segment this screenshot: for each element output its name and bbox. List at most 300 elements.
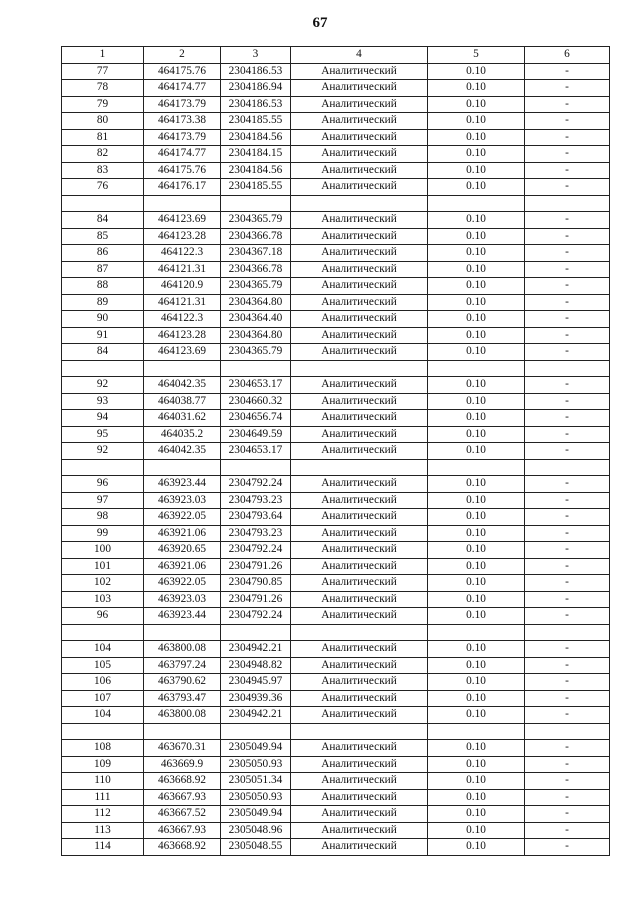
- x-coordinate-cell: 464122.3: [144, 311, 221, 328]
- table-row: [62, 608, 610, 625]
- note-cell: -: [525, 426, 610, 443]
- method-cell: Аналитический: [291, 311, 428, 328]
- point-number-cell: 83: [62, 162, 144, 179]
- x-coordinate-cell: 463667.93: [144, 822, 221, 839]
- x-coordinate-cell: 464175.76: [144, 63, 221, 80]
- method-cell: [291, 723, 428, 740]
- accuracy-cell: 0.10: [428, 80, 525, 97]
- point-number-cell: 104: [62, 641, 144, 658]
- table-row: [62, 377, 610, 394]
- y-coordinate-cell: 2304653.17: [221, 443, 291, 460]
- table-row: [62, 327, 610, 344]
- note-cell: -: [525, 162, 610, 179]
- column-header-2: 2: [144, 47, 221, 64]
- note-cell: -: [525, 212, 610, 229]
- table-row: [62, 80, 610, 97]
- accuracy-cell: 0.10: [428, 525, 525, 542]
- method-cell: Аналитический: [291, 212, 428, 229]
- note-cell: -: [525, 525, 610, 542]
- y-coordinate-cell: 2304186.94: [221, 80, 291, 97]
- note-cell: -: [525, 228, 610, 245]
- accuracy-cell: 0.10: [428, 674, 525, 691]
- table-row: [62, 624, 610, 641]
- page-number: 67: [312, 15, 328, 31]
- method-cell: Аналитический: [291, 261, 428, 278]
- table-row: [62, 822, 610, 839]
- x-coordinate-cell: 463923.03: [144, 492, 221, 509]
- note-cell: -: [525, 707, 610, 724]
- method-cell: Аналитический: [291, 179, 428, 196]
- note-cell: -: [525, 146, 610, 163]
- method-cell: Аналитический: [291, 113, 428, 130]
- accuracy-cell: 0.10: [428, 63, 525, 80]
- method-cell: [291, 624, 428, 641]
- y-coordinate-cell: 2304649.59: [221, 426, 291, 443]
- accuracy-cell: 0.10: [428, 806, 525, 823]
- accuracy-cell: 0.10: [428, 476, 525, 493]
- table-row: [62, 756, 610, 773]
- point-number-cell: 96: [62, 476, 144, 493]
- point-number-cell: 91: [62, 327, 144, 344]
- accuracy-cell: 0.10: [428, 740, 525, 757]
- x-coordinate-cell: 464174.77: [144, 80, 221, 97]
- point-number-cell: 86: [62, 245, 144, 262]
- x-coordinate-cell: 463921.06: [144, 558, 221, 575]
- method-cell: [291, 459, 428, 476]
- y-coordinate-cell: 2305049.94: [221, 806, 291, 823]
- point-number-cell: 79: [62, 96, 144, 113]
- y-coordinate-cell: 2304790.85: [221, 575, 291, 592]
- y-coordinate-cell: 2304793.23: [221, 525, 291, 542]
- y-coordinate-cell: 2304660.32: [221, 393, 291, 410]
- accuracy-cell: 0.10: [428, 278, 525, 295]
- point-number-cell: 89: [62, 294, 144, 311]
- table-row: [62, 278, 610, 295]
- y-coordinate-cell: 2304365.79: [221, 212, 291, 229]
- table-row: [62, 641, 610, 658]
- y-coordinate-cell: [221, 624, 291, 641]
- method-cell: Аналитический: [291, 591, 428, 608]
- y-coordinate-cell: [221, 360, 291, 377]
- y-coordinate-cell: 2304793.23: [221, 492, 291, 509]
- x-coordinate-cell: 464173.79: [144, 129, 221, 146]
- note-cell: -: [525, 789, 610, 806]
- table-row: [62, 690, 610, 707]
- table-row: [62, 459, 610, 476]
- point-number-cell: 94: [62, 410, 144, 427]
- x-coordinate-cell: 463669.9: [144, 756, 221, 773]
- note-cell: -: [525, 393, 610, 410]
- accuracy-cell: 0.10: [428, 558, 525, 575]
- method-cell: Аналитический: [291, 789, 428, 806]
- point-number-cell: 100: [62, 542, 144, 559]
- method-cell: Аналитический: [291, 641, 428, 658]
- x-coordinate-cell: 464123.69: [144, 344, 221, 361]
- method-cell: Аналитический: [291, 393, 428, 410]
- x-coordinate-cell: 463667.52: [144, 806, 221, 823]
- point-number-cell: 110: [62, 773, 144, 790]
- accuracy-cell: 0.10: [428, 162, 525, 179]
- note-cell: -: [525, 591, 610, 608]
- note-cell: [525, 459, 610, 476]
- y-coordinate-cell: [221, 195, 291, 212]
- accuracy-cell: 0.10: [428, 756, 525, 773]
- accuracy-cell: 0.10: [428, 575, 525, 592]
- method-cell: Аналитический: [291, 492, 428, 509]
- point-number-cell: 92: [62, 377, 144, 394]
- accuracy-cell: 0.10: [428, 327, 525, 344]
- table-row: [62, 129, 610, 146]
- method-cell: Аналитический: [291, 228, 428, 245]
- table-row: [62, 525, 610, 542]
- point-number-cell: [62, 195, 144, 212]
- point-number-cell: 81: [62, 129, 144, 146]
- x-coordinate-cell: 463800.08: [144, 707, 221, 724]
- note-cell: -: [525, 608, 610, 625]
- accuracy-cell: 0.10: [428, 344, 525, 361]
- point-number-cell: 92: [62, 443, 144, 460]
- point-number-cell: 90: [62, 311, 144, 328]
- method-cell: Аналитический: [291, 129, 428, 146]
- note-cell: -: [525, 657, 610, 674]
- note-cell: -: [525, 558, 610, 575]
- y-coordinate-cell: 2304364.80: [221, 327, 291, 344]
- method-cell: Аналитический: [291, 80, 428, 97]
- note-cell: -: [525, 509, 610, 526]
- x-coordinate-cell: 463793.47: [144, 690, 221, 707]
- table-row: [62, 228, 610, 245]
- method-cell: Аналитический: [291, 426, 428, 443]
- x-coordinate-cell: 463923.44: [144, 476, 221, 493]
- column-header-4: 4: [291, 47, 428, 64]
- method-cell: Аналитический: [291, 245, 428, 262]
- point-number-cell: 84: [62, 344, 144, 361]
- accuracy-cell: 0.10: [428, 377, 525, 394]
- note-cell: -: [525, 129, 610, 146]
- table-row: [62, 707, 610, 724]
- table-row: [62, 789, 610, 806]
- method-cell: Аналитический: [291, 162, 428, 179]
- y-coordinate-cell: 2304939.36: [221, 690, 291, 707]
- table-row: [62, 740, 610, 757]
- column-header-6: 6: [525, 47, 610, 64]
- x-coordinate-cell: 464121.31: [144, 261, 221, 278]
- x-coordinate-cell: 464120.9: [144, 278, 221, 295]
- note-cell: -: [525, 773, 610, 790]
- method-cell: Аналитический: [291, 756, 428, 773]
- y-coordinate-cell: 2305050.93: [221, 756, 291, 773]
- note-cell: -: [525, 492, 610, 509]
- x-coordinate-cell: [144, 360, 221, 377]
- x-coordinate-cell: 463920.65: [144, 542, 221, 559]
- note-cell: [525, 195, 610, 212]
- x-coordinate-cell: 463797.24: [144, 657, 221, 674]
- x-coordinate-cell: 463668.92: [144, 773, 221, 790]
- method-cell: Аналитический: [291, 575, 428, 592]
- accuracy-cell: 0.10: [428, 509, 525, 526]
- x-coordinate-cell: 463670.31: [144, 740, 221, 757]
- note-cell: -: [525, 641, 610, 658]
- method-cell: Аналитический: [291, 509, 428, 526]
- x-coordinate-cell: [144, 624, 221, 641]
- point-number-cell: 78: [62, 80, 144, 97]
- note-cell: -: [525, 740, 610, 757]
- table-row: [62, 492, 610, 509]
- table-row: [62, 443, 610, 460]
- point-number-cell: 114: [62, 839, 144, 856]
- y-coordinate-cell: 2304791.26: [221, 558, 291, 575]
- y-coordinate-cell: 2304793.64: [221, 509, 291, 526]
- point-number-cell: [62, 459, 144, 476]
- coordinates-table: [61, 46, 610, 856]
- note-cell: -: [525, 294, 610, 311]
- note-cell: -: [525, 311, 610, 328]
- note-cell: -: [525, 476, 610, 493]
- y-coordinate-cell: 2304792.24: [221, 608, 291, 625]
- y-coordinate-cell: 2304653.17: [221, 377, 291, 394]
- method-cell: Аналитический: [291, 344, 428, 361]
- accuracy-cell: 0.10: [428, 146, 525, 163]
- table-row: [62, 261, 610, 278]
- table-row: [62, 839, 610, 856]
- point-number-cell: 101: [62, 558, 144, 575]
- method-cell: Аналитический: [291, 806, 428, 823]
- point-number-cell: 99: [62, 525, 144, 542]
- method-cell: Аналитический: [291, 96, 428, 113]
- accuracy-cell: 0.10: [428, 690, 525, 707]
- table-row: [62, 96, 610, 113]
- y-coordinate-cell: 2304366.78: [221, 261, 291, 278]
- accuracy-cell: 0.10: [428, 426, 525, 443]
- table-row: [62, 476, 610, 493]
- table-row: [62, 773, 610, 790]
- table-row: [62, 410, 610, 427]
- point-number-cell: 97: [62, 492, 144, 509]
- table-row: [62, 591, 610, 608]
- note-cell: -: [525, 63, 610, 80]
- x-coordinate-cell: 464123.69: [144, 212, 221, 229]
- accuracy-cell: 0.10: [428, 591, 525, 608]
- note-cell: -: [525, 245, 610, 262]
- x-coordinate-cell: 463800.08: [144, 641, 221, 658]
- accuracy-cell: 0.10: [428, 294, 525, 311]
- y-coordinate-cell: 2304184.56: [221, 129, 291, 146]
- accuracy-cell: 0.10: [428, 657, 525, 674]
- x-coordinate-cell: 464042.35: [144, 443, 221, 460]
- column-header-1: 1: [62, 47, 144, 64]
- accuracy-cell: 0.10: [428, 113, 525, 130]
- point-number-cell: 103: [62, 591, 144, 608]
- note-cell: -: [525, 113, 610, 130]
- y-coordinate-cell: [221, 459, 291, 476]
- x-coordinate-cell: 464122.3: [144, 245, 221, 262]
- note-cell: -: [525, 443, 610, 460]
- x-coordinate-cell: 464123.28: [144, 327, 221, 344]
- note-cell: -: [525, 344, 610, 361]
- y-coordinate-cell: 2304365.79: [221, 344, 291, 361]
- table-row: [62, 179, 610, 196]
- table-row: [62, 245, 610, 262]
- point-number-cell: 108: [62, 740, 144, 757]
- point-number-cell: 109: [62, 756, 144, 773]
- point-number-cell: 104: [62, 707, 144, 724]
- point-number-cell: 82: [62, 146, 144, 163]
- method-cell: Аналитический: [291, 674, 428, 691]
- y-coordinate-cell: 2305048.96: [221, 822, 291, 839]
- y-coordinate-cell: 2304792.24: [221, 542, 291, 559]
- table-row: [62, 674, 610, 691]
- point-number-cell: 95: [62, 426, 144, 443]
- accuracy-cell: 0.10: [428, 228, 525, 245]
- point-number-cell: 87: [62, 261, 144, 278]
- y-coordinate-cell: [221, 723, 291, 740]
- accuracy-cell: [428, 723, 525, 740]
- accuracy-cell: 0.10: [428, 773, 525, 790]
- accuracy-cell: 0.10: [428, 789, 525, 806]
- table-row: [62, 294, 610, 311]
- note-cell: -: [525, 674, 610, 691]
- accuracy-cell: 0.10: [428, 393, 525, 410]
- x-coordinate-cell: 464123.28: [144, 228, 221, 245]
- note-cell: -: [525, 542, 610, 559]
- method-cell: Аналитический: [291, 707, 428, 724]
- note-cell: -: [525, 806, 610, 823]
- point-number-cell: 96: [62, 608, 144, 625]
- y-coordinate-cell: 2304186.53: [221, 96, 291, 113]
- y-coordinate-cell: 2304945.97: [221, 674, 291, 691]
- point-number-cell: 88: [62, 278, 144, 295]
- note-cell: -: [525, 278, 610, 295]
- accuracy-cell: [428, 195, 525, 212]
- point-number-cell: [62, 360, 144, 377]
- table-row: [62, 393, 610, 410]
- y-coordinate-cell: 2304184.56: [221, 162, 291, 179]
- point-number-cell: 98: [62, 509, 144, 526]
- table-row: [62, 509, 610, 526]
- note-cell: -: [525, 839, 610, 856]
- accuracy-cell: 0.10: [428, 608, 525, 625]
- method-cell: Аналитический: [291, 63, 428, 80]
- x-coordinate-cell: 463790.62: [144, 674, 221, 691]
- method-cell: Аналитический: [291, 443, 428, 460]
- note-cell: -: [525, 377, 610, 394]
- method-cell: Аналитический: [291, 476, 428, 493]
- note-cell: -: [525, 179, 610, 196]
- accuracy-cell: 0.10: [428, 492, 525, 509]
- note-cell: -: [525, 327, 610, 344]
- point-number-cell: 106: [62, 674, 144, 691]
- accuracy-cell: 0.10: [428, 410, 525, 427]
- y-coordinate-cell: 2304186.53: [221, 63, 291, 80]
- table-row: [62, 723, 610, 740]
- table-row: [62, 806, 610, 823]
- table-header-row: [62, 47, 610, 64]
- x-coordinate-cell: 463921.06: [144, 525, 221, 542]
- point-number-cell: [62, 624, 144, 641]
- note-cell: -: [525, 756, 610, 773]
- accuracy-cell: 0.10: [428, 839, 525, 856]
- note-cell: [525, 360, 610, 377]
- accuracy-cell: 0.10: [428, 707, 525, 724]
- table-row: [62, 63, 610, 80]
- table-row: [62, 558, 610, 575]
- note-cell: -: [525, 575, 610, 592]
- accuracy-cell: 0.10: [428, 96, 525, 113]
- y-coordinate-cell: 2304185.55: [221, 179, 291, 196]
- point-number-cell: 76: [62, 179, 144, 196]
- accuracy-cell: 0.10: [428, 245, 525, 262]
- method-cell: Аналитический: [291, 278, 428, 295]
- note-cell: -: [525, 690, 610, 707]
- note-cell: [525, 723, 610, 740]
- note-cell: -: [525, 96, 610, 113]
- y-coordinate-cell: 2305050.93: [221, 789, 291, 806]
- accuracy-cell: 0.10: [428, 261, 525, 278]
- y-coordinate-cell: 2305049.94: [221, 740, 291, 757]
- note-cell: [525, 624, 610, 641]
- y-coordinate-cell: 2304656.74: [221, 410, 291, 427]
- accuracy-cell: 0.10: [428, 641, 525, 658]
- y-coordinate-cell: 2304942.21: [221, 641, 291, 658]
- table-row: [62, 575, 610, 592]
- method-cell: Аналитический: [291, 542, 428, 559]
- point-number-cell: 113: [62, 822, 144, 839]
- table-row: [62, 162, 610, 179]
- accuracy-cell: 0.10: [428, 129, 525, 146]
- column-header-3: 3: [221, 47, 291, 64]
- x-coordinate-cell: 464176.17: [144, 179, 221, 196]
- table-row: [62, 542, 610, 559]
- y-coordinate-cell: 2304366.78: [221, 228, 291, 245]
- method-cell: Аналитический: [291, 773, 428, 790]
- x-coordinate-cell: 464035.2: [144, 426, 221, 443]
- y-coordinate-cell: 2305051.34: [221, 773, 291, 790]
- x-coordinate-cell: 464173.79: [144, 96, 221, 113]
- method-cell: Аналитический: [291, 377, 428, 394]
- x-coordinate-cell: 464042.35: [144, 377, 221, 394]
- point-number-cell: 112: [62, 806, 144, 823]
- y-coordinate-cell: 2304364.40: [221, 311, 291, 328]
- note-cell: -: [525, 80, 610, 97]
- accuracy-cell: [428, 459, 525, 476]
- y-coordinate-cell: 2304948.82: [221, 657, 291, 674]
- x-coordinate-cell: 464031.62: [144, 410, 221, 427]
- table-row: [62, 113, 610, 130]
- method-cell: Аналитический: [291, 740, 428, 757]
- table-row: [62, 195, 610, 212]
- point-number-cell: 77: [62, 63, 144, 80]
- point-number-cell: 102: [62, 575, 144, 592]
- x-coordinate-cell: [144, 723, 221, 740]
- accuracy-cell: [428, 624, 525, 641]
- accuracy-cell: [428, 360, 525, 377]
- point-number-cell: 84: [62, 212, 144, 229]
- method-cell: Аналитический: [291, 657, 428, 674]
- point-number-cell: 80: [62, 113, 144, 130]
- note-cell: -: [525, 410, 610, 427]
- accuracy-cell: 0.10: [428, 212, 525, 229]
- x-coordinate-cell: 463922.05: [144, 575, 221, 592]
- method-cell: Аналитический: [291, 608, 428, 625]
- y-coordinate-cell: 2304184.15: [221, 146, 291, 163]
- table-row: [62, 212, 610, 229]
- method-cell: Аналитический: [291, 525, 428, 542]
- accuracy-cell: 0.10: [428, 311, 525, 328]
- table-body: [62, 63, 610, 855]
- point-number-cell: 111: [62, 789, 144, 806]
- x-coordinate-cell: 463923.03: [144, 591, 221, 608]
- y-coordinate-cell: 2304365.79: [221, 278, 291, 295]
